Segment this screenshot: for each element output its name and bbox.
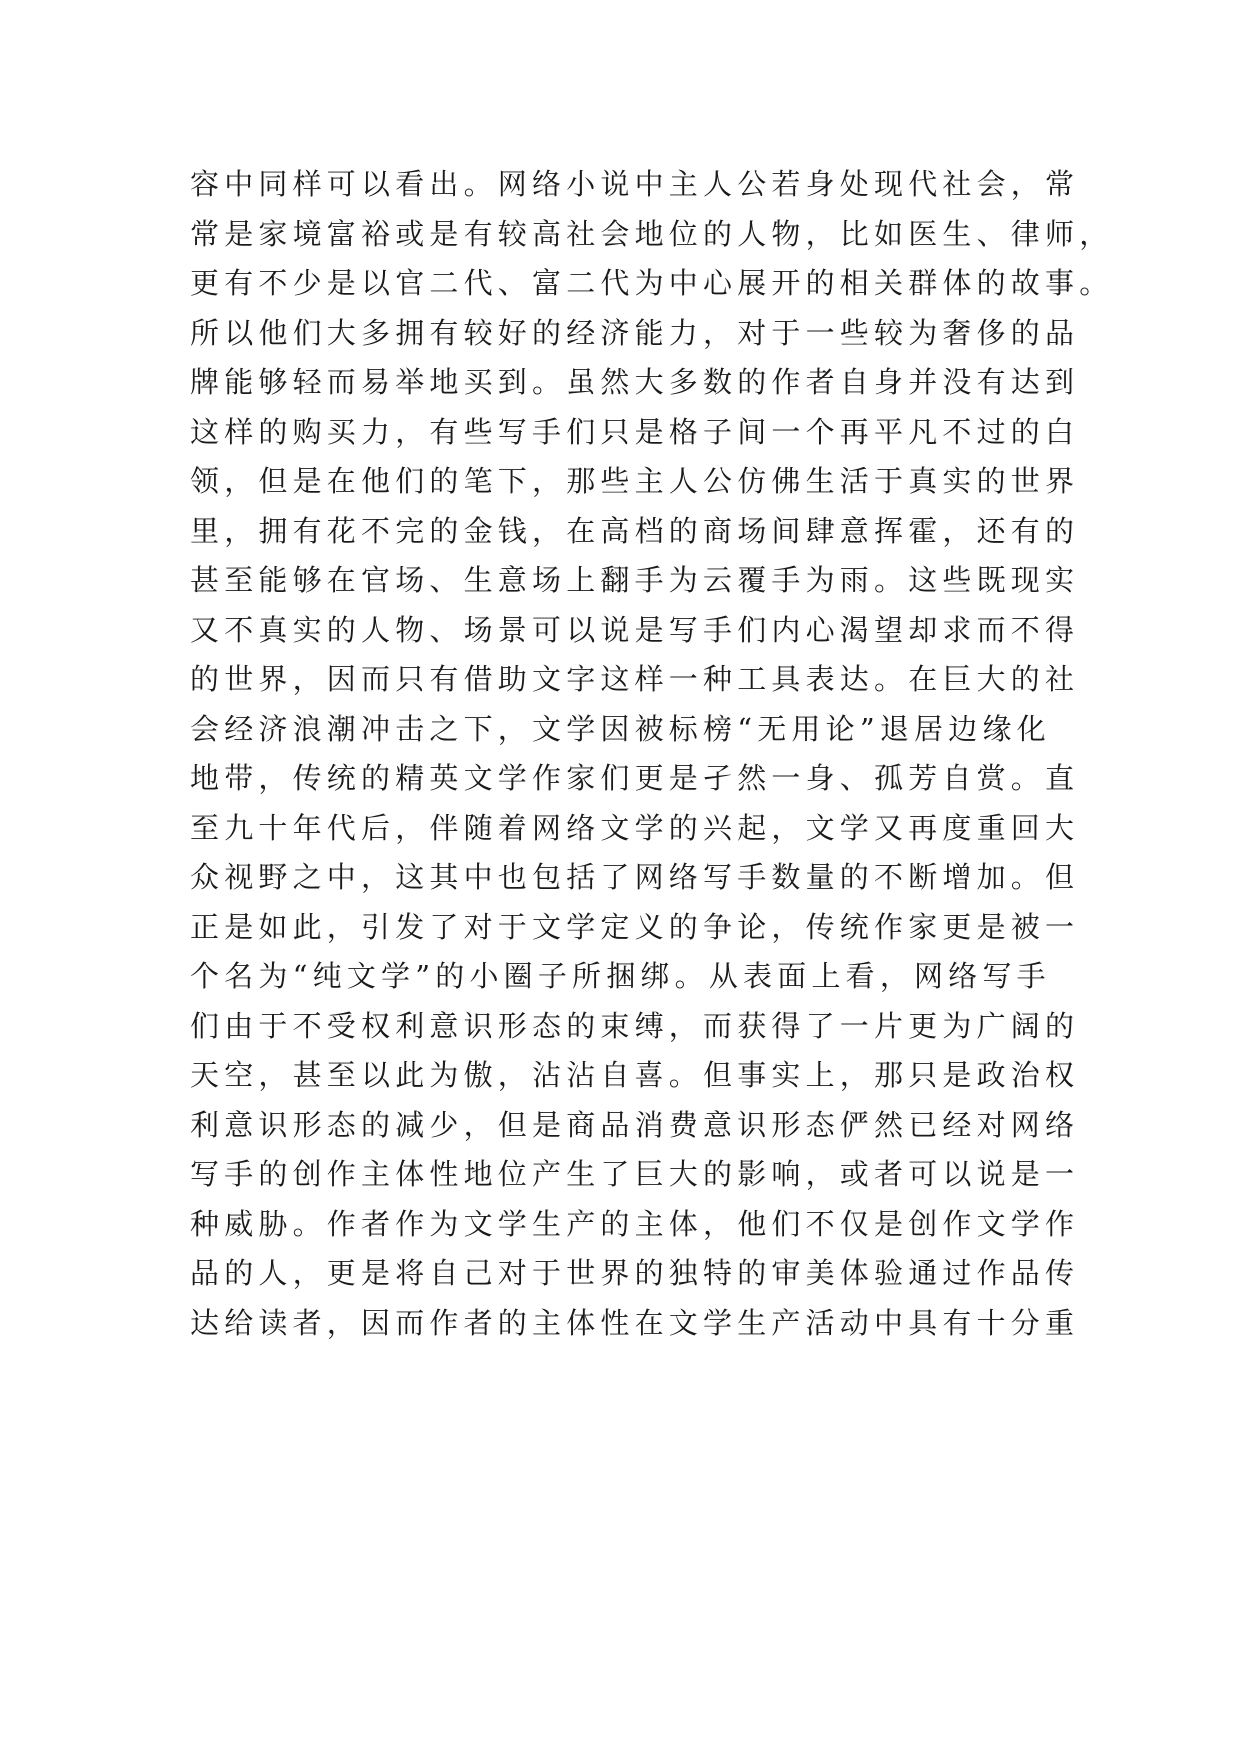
text-line: 至九十年代后，伴随着网络文学的兴起，文学又再度重回大 xyxy=(190,810,1080,845)
text-line: 会经济浪潮冲击之下，文学因被标榜“无用论”退居边缘化 xyxy=(190,711,1051,746)
text-line: 容中同样可以看出。网络小说中主人公若身处现代社会，常 xyxy=(190,167,1080,201)
text-line: 达给读者，因而作者的主体性在文学生产活动中具有十分重 xyxy=(190,1305,1080,1340)
body-text xyxy=(190,160,1114,1348)
text-line: 牌能够轻而易举地买到。虽然大多数的作者自身并没有达到 xyxy=(190,365,1080,399)
text-line: 众视野之中，这其中也包括了网络写手数量的不断增加。但 xyxy=(190,860,1080,894)
text-line: 里，拥有花不完的金钱，在高档的商场间肆意挥霍，还有的 xyxy=(190,513,1080,548)
text-line: 这样的购买力，有些写手们只是格子间一个再平凡不过的白 xyxy=(190,414,1080,449)
text-line: 又不真实的人物、场景可以说是写手们内心渴望却求而不得 xyxy=(190,612,1080,647)
text-line: 天空，甚至以此为傲，沾沾自喜。但事实上，那只是政治权 xyxy=(190,1058,1080,1092)
text-line: 常是家境富裕或是有较高社会地位的人物，比如医生、律师， xyxy=(190,216,1114,251)
text-line: 更有不少是以官二代、富二代为中心展开的相关群体的故事。 xyxy=(190,266,1114,300)
text-line: 种威胁。作者作为文学生产的主体，他们不仅是创作文学作 xyxy=(190,1206,1080,1241)
text-line: 品的人，更是将自己对于世界的独特的审美体验通过作品传 xyxy=(190,1256,1080,1290)
text-line: 写手的创作主体性地位产生了巨大的影响，或者可以说是一 xyxy=(190,1157,1080,1191)
text-line: 所以他们大多拥有较好的经济能力，对于一些较为奢侈的品 xyxy=(190,315,1080,350)
text-line: 的世界，因而只有借助文字这样一种工具表达。在巨大的社 xyxy=(190,662,1080,696)
text-line: 甚至能够在官场、生意场上翻手为云覆手为雨。这些既现实 xyxy=(190,563,1080,597)
text-line: 们由于不受权利意识形态的束缚，而获得了一片更为广阔的 xyxy=(190,1008,1080,1043)
text-line: 正是如此，引发了对于文学定义的争论，传统作家更是被一 xyxy=(190,909,1080,944)
text-line: 利意识形态的减少，但是商品消费意识形态俨然已经对网络 xyxy=(190,1107,1080,1142)
text-line: 领，但是在他们的笔下，那些主人公仿佛生活于真实的世界 xyxy=(190,464,1080,498)
text-line: 个名为“纯文学”的小圈子所捆绑。从表面上看，网络写手 xyxy=(190,959,1051,993)
text-line: 地带，传统的精英文学作家们更是孑然一身、孤芳自赏。直 xyxy=(190,761,1080,795)
